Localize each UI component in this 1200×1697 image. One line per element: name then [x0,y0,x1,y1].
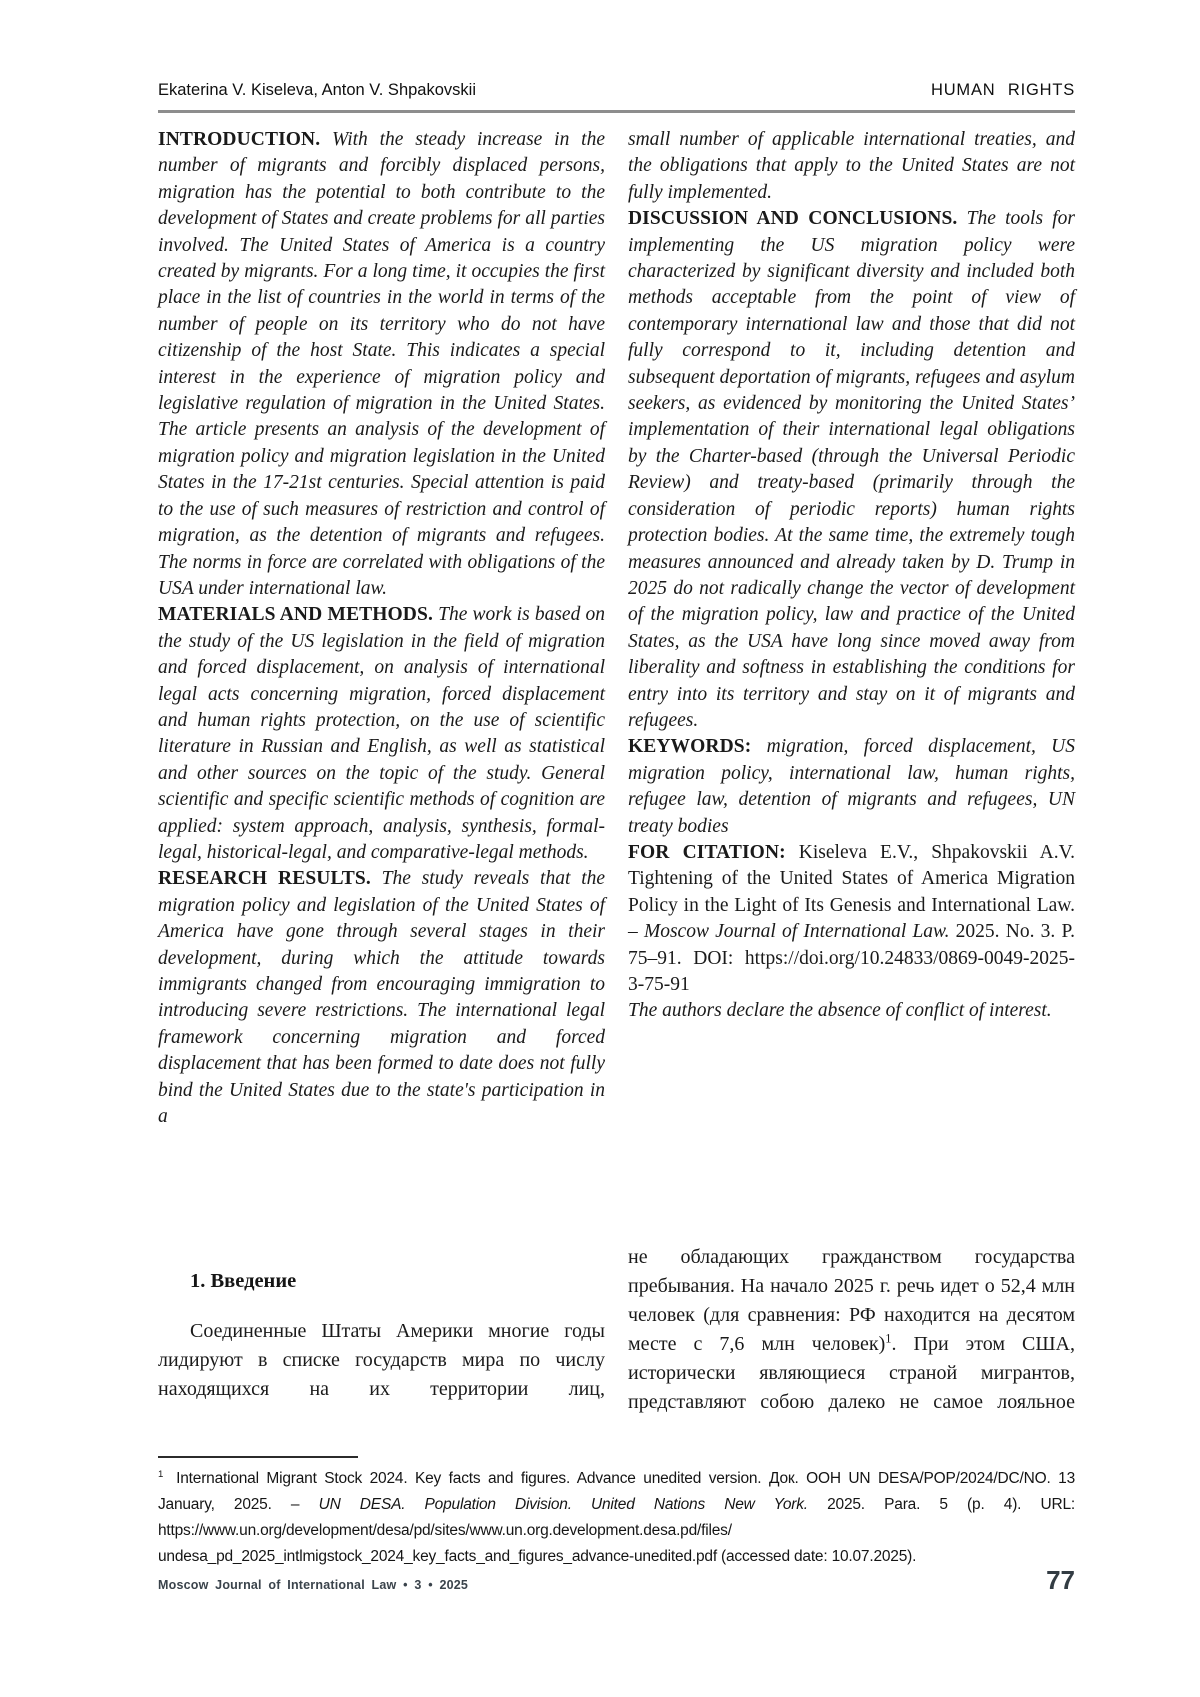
intro-right-paragraph [628,1243,1075,1417]
abstract-section-discussion [628,206,1075,734]
footnote-reference: 1 [885,1331,892,1346]
materials-text: The work is based on the study of the US legislation in the field of migration and forced displacement, on analysis of international legal acts concerning migration, forced displacement and human rights protection, on the use of scientific literature in Russian and English, as well as statistical and other sources on the topic of the study. General scientific and specific scientific methods of cognition are applied: system approach, analysis, synthesis, formal-legal, historical-legal, and comparative-legal methods. [158,604,606,863]
research-results-continued-text: small number of applicable international treaties, and the obligations that apply to the United States are not fully implemented. [628,129,1075,203]
abstract-left-column [158,127,605,1130]
abstract-section-research-results [158,866,605,1130]
conflict-of-interest-statement: The authors declare the absence of conflict of interest. [628,1000,1052,1022]
introduction-right-column [628,1243,1075,1417]
running-head [158,81,1075,100]
keywords-section [628,734,1075,840]
keywords-text: migration, forced displacement, US migration policy, international law, human rights, refugee law, detention of migrants and refugees, UN treaty bodies [628,736,1075,837]
introduction-left-column [158,1243,605,1404]
footer-journal-line: Moscow Journal of International Law • 3 • 2025 [158,1578,469,1592]
abstract-right-column [628,127,1075,1025]
abstract-research-results-continued [628,127,1075,206]
intro-right-text-before: не обладающих гражданством государства пребывания. На начало 2025 г. речь идет о 52,4 млн человек (для сравнения: РФ находится на десятом месте с 7,6 млн человек) [628,1246,1075,1355]
header-divider [158,110,1075,113]
citation-label: FOR CITATION: [628,841,786,863]
research-results-label: RESEARCH RESULTS. [158,868,371,890]
abstract-section-materials [158,602,605,866]
discussion-text: The tools for implementing the US migration policy were characterized by significant diversity and included both methods acceptable from the point of view of contemporary international law and those that did not fully correspond to it, including detention and subsequent deportation of migrants, refugees and asylum seekers, as evidenced by monitoring the United States’ implementation of their international legal obligations by the Charter-based (through the Universal Periodic Review) and treaty-based (primarily through the consideration of periodic reports) human rights protection bodies. At the same time, the extremely tough measures announced and already taken by D. Trump in 2025 do not radically change the vector of development of the migration policy, law and practice of the United States, as the USA have long since moved away from liberality and softness in establishing the conditions for entry into its territory and stay on it of migrants and refugees. [628,208,1075,731]
keywords-label: KEYWORDS: [628,736,752,758]
header-authors: Ekaterina V. Kiseleva, Anton V. Shpakovskii [158,81,476,99]
introduction-label: INTRODUCTION. [158,129,321,150]
research-results-text: The study reveals that the migration policy and legislation of the United States of America have gone through several stages in their development, during which the attitude towards immigrants changed from encouraging immigration to introducing severe restrictions. The international legal framework concerning migration and forced displacement that has been formed to date does not fully bind the United States due to the state's participation in a [158,868,606,1128]
abstract-section-introduction [158,127,605,602]
footnote-source-italic: UN DESA. Population Division. United Nations New York. [318,1496,808,1513]
footnote-text-part1: International Migrant Stock 2024. Key facts and figures. Advance unedited version. Док. ООН UN DESA/POP/2024/DC/NO. 13 January, 2025. – [158,1470,1075,1513]
discussion-label: DISCUSSION AND CONCLUSIONS. [628,208,958,230]
section-heading: 1. Введение [190,1270,297,1292]
materials-label: MATERIALS AND METHODS. [158,604,433,626]
citation-journal-title: Moscow Journal of International Law. [643,921,950,943]
footnote-text-part2: 2025. Para. 5 (p. 4). URL: https://www.un.org/development/desa/pd/sites/www.un.org.development.desa.pd/files/ undesa_pd_2025_intlmigstock_2024_key_facts_and_figures_advance-unedited.pdf (accessed date: 10.07.2025). [158,1496,1075,1565]
footnote-separator [158,1456,358,1458]
citation-section [628,840,1075,998]
intro-left-paragraph: Соединенные Штаты Америки многие годы лидируют в списке государств мира по числу находящихся на их территории лиц, [158,1320,605,1400]
page-number: 77 [1046,1565,1075,1595]
citation-text-part1: Kiseleva E.V., Shpakovskii A.V. Tightening of the United States of America Migration Policy in the Light of Its Genesis and International Law. – [628,841,1076,943]
intro-right-text-after: . При этом США, исторически являющиеся страной мигрантов, представляют собою далеко не самое лояльное [628,1333,1075,1413]
footnote-marker: 1 [158,1468,164,1480]
header-running-title: HUMAN RIGHTS [930,81,1075,99]
footnote [158,1466,1075,1570]
citation-text-part2: 2025. No. 3. P. 75–91. DOI: https://doi.org/10.24833/0869-0049-2025-3-75-91 [628,921,1076,995]
introduction-text: With the steady increase in the number of migrants and forcibly displaced persons, migration has the potential to both contribute to the development of States and create problems for all parties involved. The United States of America is a country created by migrants. For a long time, it occupies the first place in the list of countries in the world in terms of the number of people on its territory who do not have citizenship of the host State. This indicates a special interest in the experience of migration policy and legislative regulation of migration in the United States. The article presents an analysis of the development of migration policy and migration legislation in the United States in the 17-21st centuries. Special attention is paid to the use of such measures of restriction and control of migration, as the detention of migrants and refugees. The norms in force are correlated with obligations of the USA under international law. [158,129,605,599]
